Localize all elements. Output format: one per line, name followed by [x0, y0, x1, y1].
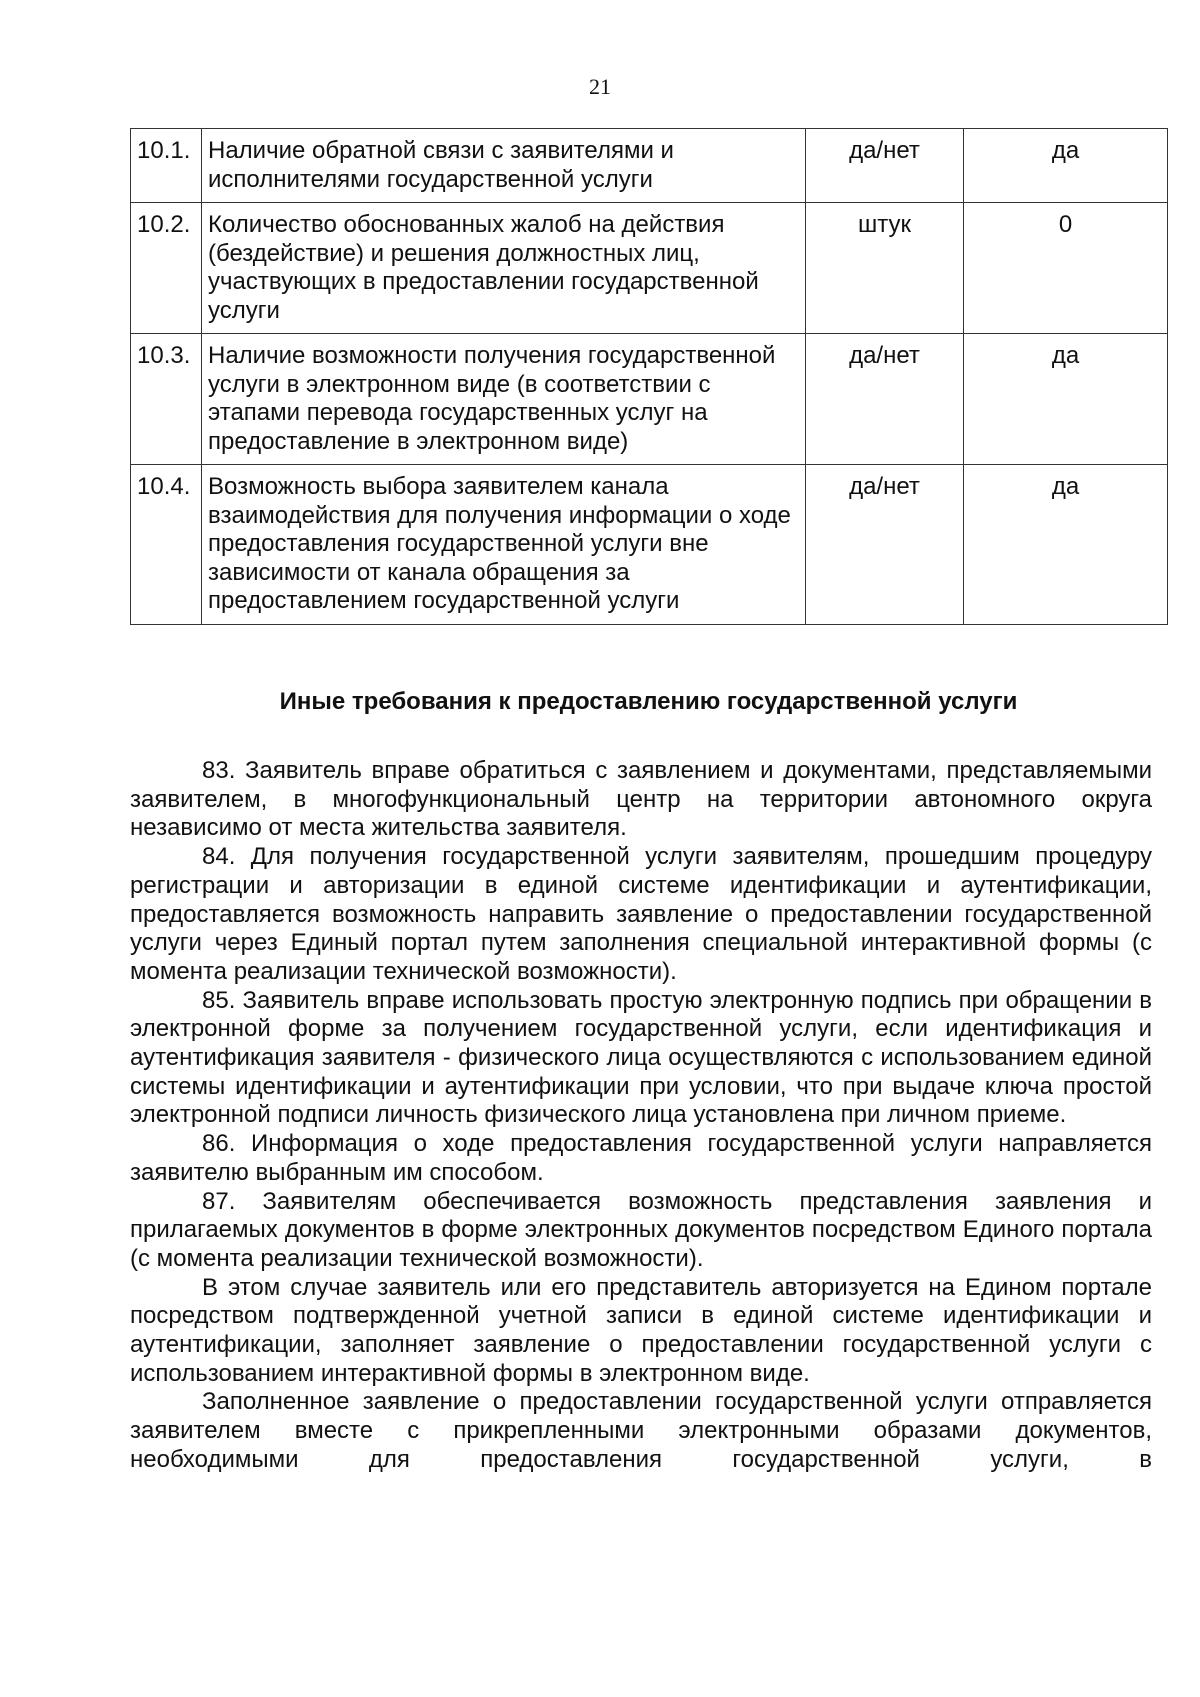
indicator-name: Наличие возможности получения государственной услуги в электронном виде (в соответствии с этапами перевода государственных услуг на предоставление в электронном виде) [202, 334, 806, 465]
section-heading: Иные требования к предоставлению государственной услуги [279, 688, 1018, 715]
indicator-unit: да/нет [806, 465, 964, 625]
indicator-value: да [964, 129, 1168, 203]
indicator-unit: штук [806, 203, 964, 334]
paragraph-87: 87. Заявителям обеспечивается возможность представления заявления и прилагаемых документов в форме электронных документов посредством Единого портала (с момента реализации технической возможности). [130, 1187, 1152, 1272]
table-row [131, 334, 1168, 465]
indicator-name: Наличие обратной связи с заявителями и исполнителями государственной услуги [202, 129, 806, 203]
paragraph-87-submission: Заполненное заявление о предоставлении государственной услуги отправляется заявителем вместе с прикрепленными электронными образами документов, необходимыми для предоставления государственной услуги, в [130, 1388, 1152, 1473]
indicator-name: Возможность выбора заявителем канала взаимодействия для получения информации о ходе предоставления государственной услуги вне зависимости от канала обращения за предоставлением государственной услуги [202, 465, 806, 625]
table-row [131, 129, 1168, 203]
section-body [130, 757, 1152, 1475]
paragraph-86: 86. Информация о ходе предоставления государственной услуги направляется заявителю выбранным им способом. [130, 1130, 1152, 1186]
indicator-unit: да/нет [806, 129, 964, 203]
indicators-table [130, 128, 1168, 625]
row-number: 10.1. [131, 129, 202, 203]
paragraph-84: 84. Для получения государственной услуги заявителям, прошедшим процедуру регистрации и авторизации в единой системе идентификации и аутентификации, предоставляется возможность направить заявление о предоставлении государственной услуги через Единый портал путем заполнения специальной интерактивной формы (с момента реализации технической возможности). [130, 843, 1152, 985]
table-row [131, 465, 1168, 625]
indicator-value: да [964, 334, 1168, 465]
paragraph-83: 83. Заявитель вправе обратиться с заявлением и документами, представляемыми заявителем, в многофункциональный центр на территории автономного округа независимо от места жительства заявителя. [130, 757, 1152, 842]
page-number: 21 [589, 74, 611, 99]
paragraph-87-authorization: В этом случае заявитель или его представитель авторизуется на Едином портале посредством подтвержденной учетной записи в единой системе идентификации и аутентификации, заполняет заявление о предоставлении государственной услуги с использованием интерактивной формы в электронном виде. [130, 1273, 1152, 1387]
row-number: 10.2. [131, 203, 202, 334]
paragraph-85: 85. Заявитель вправе использовать простую электронную подпись при обращении в электронной форме за получением государственной услуги, если идентификация и аутентификация заявителя - физического лица осуществляются с использованием единой системы идентификации и аутентификации при условии, что при выдаче ключа простой электронной подписи личность физического лица установлена при личном приеме. [130, 986, 1152, 1129]
row-number: 10.4. [131, 465, 202, 625]
table-row [131, 203, 1168, 334]
indicator-value: да [964, 465, 1168, 625]
indicator-unit: да/нет [806, 334, 964, 465]
indicator-name: Количество обоснованных жалоб на действия (бездействие) и решения должностных лиц, участвующих в предоставлении государственной услуги [202, 203, 806, 334]
indicator-value: 0 [964, 203, 1168, 334]
row-number: 10.3. [131, 334, 202, 465]
